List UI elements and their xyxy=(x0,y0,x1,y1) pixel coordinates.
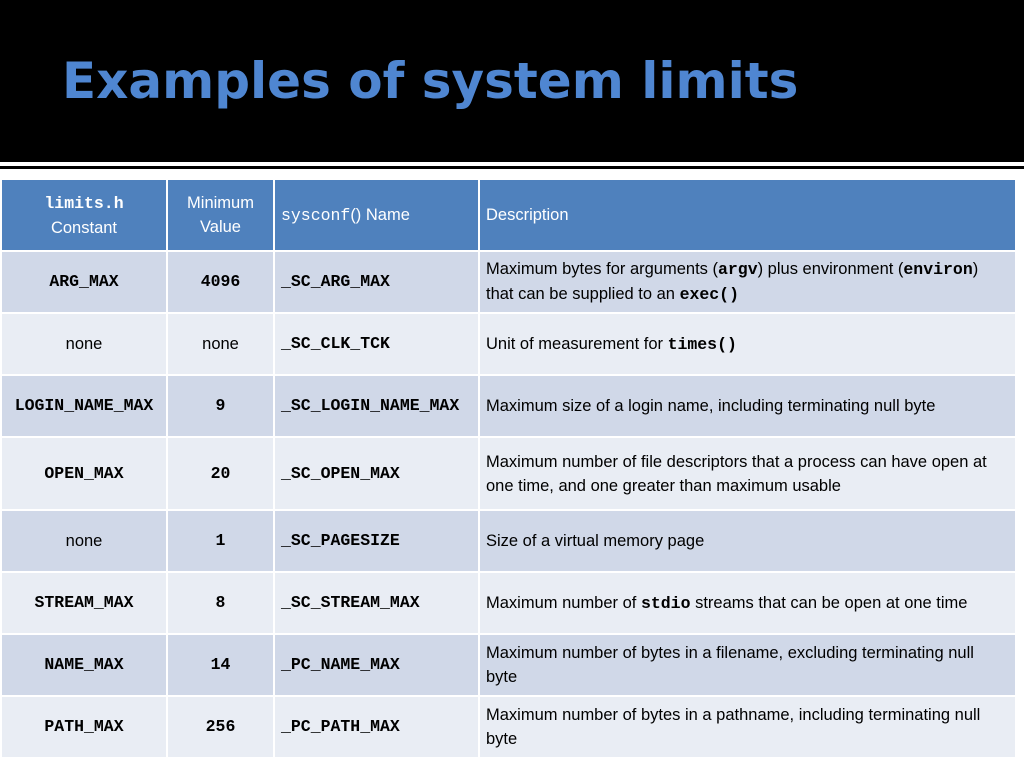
description-text: ) plus environment ( xyxy=(757,260,904,278)
description-text: Maximum bytes for arguments ( xyxy=(486,260,718,278)
table-row xyxy=(1,572,1016,634)
cell-description xyxy=(479,572,1016,634)
table-row xyxy=(1,375,1016,437)
table-row xyxy=(1,437,1016,510)
header-minimum: Minimum Value xyxy=(167,179,274,251)
cell-sysconf-name: _SC_OPEN_MAX xyxy=(274,437,479,510)
system-limits-table xyxy=(0,178,1017,759)
cell-minimum-value: 9 xyxy=(167,375,274,437)
header-sysconf-name xyxy=(274,179,479,251)
header-constant-code: limits.h xyxy=(44,193,124,213)
description-text: Maximum number of bytes in a filename, excluding terminating null byte xyxy=(486,644,974,686)
cell-sysconf-name: _SC_CLK_TCK xyxy=(274,313,479,375)
cell-description xyxy=(479,696,1016,758)
cell-minimum-value: 20 xyxy=(167,437,274,510)
description-code: exec() xyxy=(679,285,739,304)
table-row xyxy=(1,313,1016,375)
cell-constant: none xyxy=(1,313,167,375)
description-code: environ xyxy=(903,260,973,279)
cell-constant: STREAM_MAX xyxy=(1,572,167,634)
cell-minimum-value: none xyxy=(167,313,274,375)
table-row xyxy=(1,510,1016,572)
cell-minimum-value: 8 xyxy=(167,572,274,634)
slide-title: Examples of system limits xyxy=(62,52,799,110)
cell-description xyxy=(479,313,1016,375)
cell-description xyxy=(479,634,1016,696)
cell-minimum-value: 1 xyxy=(167,510,274,572)
description-code: times() xyxy=(667,334,737,354)
header-constant-label: Constant xyxy=(50,218,118,237)
header-description: Description xyxy=(479,179,1016,251)
cell-sysconf-name: _PC_PATH_MAX xyxy=(274,696,479,758)
description-code: argv xyxy=(717,260,758,279)
description-code: stdio xyxy=(640,593,691,613)
cell-constant: LOGIN_NAME_MAX xyxy=(1,375,167,437)
description-text: Maximum number of file descriptors that a process can have open at one time, and one greater than maximum usable xyxy=(486,452,987,495)
header-sysconf-code: sysconf xyxy=(281,205,351,225)
cell-minimum-value: 4096 xyxy=(167,251,274,313)
cell-constant: ARG_MAX xyxy=(1,251,167,313)
cell-constant: PATH_MAX xyxy=(1,696,167,758)
cell-description xyxy=(479,251,1016,313)
table-row xyxy=(1,634,1016,696)
description-text: Unit of measurement for xyxy=(486,334,668,353)
cell-constant: none xyxy=(1,510,167,572)
cell-description xyxy=(479,510,1016,572)
cell-sysconf-name: _SC_PAGESIZE xyxy=(274,510,479,572)
cell-sysconf-name: _SC_ARG_MAX xyxy=(274,251,479,313)
cell-sysconf-name: _SC_STREAM_MAX xyxy=(274,572,479,634)
cell-constant: NAME_MAX xyxy=(1,634,167,696)
description-text: ) that can be supplied to an xyxy=(486,260,979,303)
cell-minimum-value: 14 xyxy=(167,634,274,696)
cell-description xyxy=(479,437,1016,510)
table-header-row xyxy=(1,179,1016,251)
cell-minimum-value: 256 xyxy=(167,696,274,758)
title-bar xyxy=(0,0,1024,160)
title-rule-thick xyxy=(0,162,1024,166)
description-text: streams that can be open at one time xyxy=(690,593,968,612)
description-text: Maximum number of xyxy=(486,593,641,612)
header-constant xyxy=(1,179,167,251)
cell-sysconf-name: _SC_LOGIN_NAME_MAX xyxy=(274,375,479,437)
header-sysconf-label: () Name xyxy=(350,205,410,224)
cell-description xyxy=(479,375,1016,437)
cell-sysconf-name: _PC_NAME_MAX xyxy=(274,634,479,696)
table-row xyxy=(1,696,1016,758)
table-body xyxy=(1,251,1016,758)
table-row xyxy=(1,251,1016,313)
description-text: Size of a virtual memory page xyxy=(486,532,705,550)
description-text: Maximum number of bytes in a pathname, including terminating null byte xyxy=(486,706,981,748)
cell-constant: OPEN_MAX xyxy=(1,437,167,510)
description-text: Maximum size of a login name, including terminating null byte xyxy=(486,397,936,415)
